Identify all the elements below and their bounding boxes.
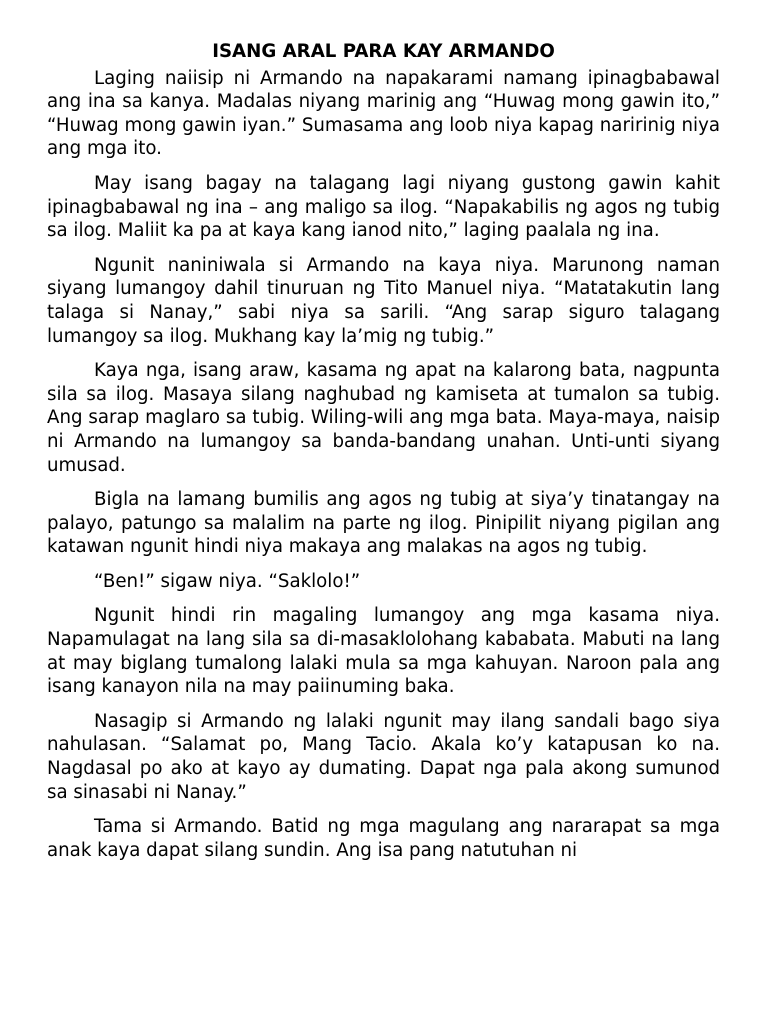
- document-title: ISANG ARAL PARA KAY ARMANDO: [212, 41, 555, 62]
- paragraph-9: Tama si Armando. Batid ng mga magulang ang nararapat sa mga anak kaya dapat silang sundin. Ang isa pang natutuhan ni: [47, 816, 720, 861]
- paragraph-4: Kaya nga, isang araw, kasama ng apat na kalarong bata, nagpunta sila sa ilog. Masaya silang naghubad ng kamiseta at tumalon sa tubig. Ang sarap maglaro sa tubig. Wiling-wili ang mga bata. Maya-maya, naisip ni Armando na lumangoy sa banda-bandang unahan. Unti-unti siyang umusad.: [47, 360, 720, 476]
- paragraph-5: Bigla na lamang bumilis ang agos ng tubig at siya’y tinatangay na palayo, patungo sa malalim na parte ng ilog. Pinipilit niyang pigilan ang katawan ngunit hindi niya makaya ang malakas na agos ng tubig.: [47, 489, 720, 558]
- paragraph-8: Nasagip si Armando ng lalaki ngunit may ilang sandali bago siya nahulasan. “Salamat po, Mang Tacio. Akala ko’y katapusan ko na. Nagdasal po ako at kayo ay dumating. Dapat nga pala akong sumunod sa sinasabi ni Nanay.”: [47, 710, 720, 803]
- paragraph-1: Laging naiisip ni Armando na napakarami namang ipinagbabawal ang ina sa kanya. Madalas niyang marinig ang “Huwag mong gawin ito,” “Huwag mong gawin iyan.” Sumasama ang loob niya kapag naririnig niya ang mga ito.: [47, 67, 720, 160]
- document-page: [47, 40, 720, 873]
- paragraph-7: Ngunit hindi rin magaling lumangoy ang mga kasama niya. Napamulagat na lang sila sa di-masaklolohang kababata. Mabuti na lang at may biglang tumalong lalaki mula sa mga kahuyan. Naroon pala ang isang kanayon nila na may paiinuming baka.: [47, 605, 720, 698]
- paragraph-2: May isang bagay na talagang lagi niyang gustong gawin kahit ipinagbabawal ng ina – ang maligo sa ilog. “Napakabilis ng agos ng tubig sa ilog. Maliit ka pa at kaya kang ianod nito,” laging paalala ng ina.: [47, 172, 720, 242]
- paragraph-3: Ngunit naniniwala si Armando na kaya niya. Marunong naman siyang lumangoy dahil tinuruan ng Tito Manuel niya. “Matatakutin lang talaga si Nanay,” sabi niya sa sarili. “Ang sarap siguro talagang lumangoy sa ilog. Mukhang kay la’mig ng tubig.”: [47, 254, 720, 347]
- paragraph-6: “Ben!” sigaw niya. “Saklolo!”: [94, 570, 361, 592]
